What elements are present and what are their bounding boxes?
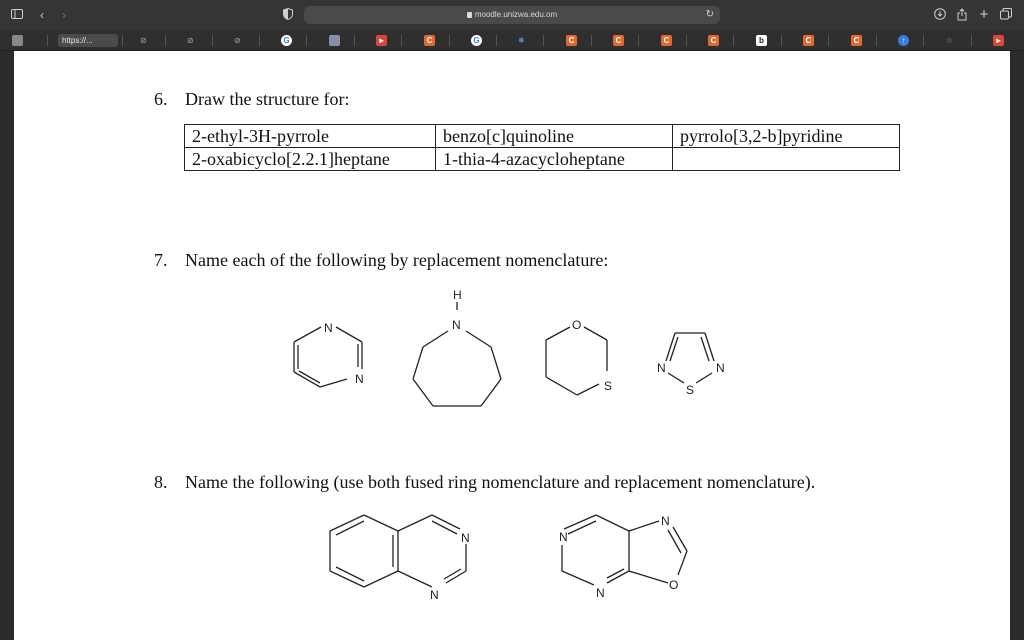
chegg-icon[interactable]: C xyxy=(708,35,719,46)
bookmark-label: https://... xyxy=(62,36,93,45)
table-cell: benzo[c]quinoline xyxy=(436,125,673,148)
sparkle-icon[interactable]: ✵ xyxy=(518,36,525,45)
lock-icon xyxy=(467,12,472,18)
sidebar-toggle-icon[interactable] xyxy=(10,8,24,22)
chegg-icon[interactable]: C xyxy=(803,35,814,46)
question-number: 8. xyxy=(154,472,168,492)
atom-label: N xyxy=(452,318,461,332)
atom-label: N xyxy=(355,372,364,386)
table-row xyxy=(185,125,900,148)
document-page xyxy=(14,51,1010,640)
bookmarks-bar xyxy=(0,31,1024,51)
upload-icon[interactable]: ↑ xyxy=(898,35,909,46)
atom-label: N xyxy=(430,588,439,602)
question-number: 7. xyxy=(154,250,168,270)
chegg-icon[interactable]: C xyxy=(424,35,435,46)
privacy-shield-icon[interactable] xyxy=(282,8,294,22)
compass-icon[interactable]: ⊘ xyxy=(140,36,147,45)
question-text: Name each of the following by replacement nomenclature: xyxy=(185,250,609,270)
thiadiazole-structure xyxy=(650,321,730,401)
atom-label: S xyxy=(686,383,695,397)
forward-icon[interactable]: › xyxy=(62,8,66,22)
star-icon[interactable]: ☆ xyxy=(946,36,954,45)
chegg-icon[interactable]: C xyxy=(851,35,862,46)
shield-icon[interactable] xyxy=(329,35,340,46)
compass-icon[interactable]: ⊘ xyxy=(187,36,194,45)
question-text: Draw the structure for: xyxy=(185,89,350,109)
back-icon[interactable]: ‹ xyxy=(40,8,44,22)
atom-label: N xyxy=(596,586,605,600)
youtube-icon[interactable]: ▸ xyxy=(376,35,387,46)
table-cell: 2-ethyl-3H-pyrrole xyxy=(185,125,436,148)
atom-label: N xyxy=(661,514,670,528)
bookmark-icon[interactable] xyxy=(12,35,23,46)
question-text: Name the following (use both fused ring nomenclature and replacement nomenclature). xyxy=(185,472,816,492)
atom-label: O xyxy=(669,578,679,592)
google-icon[interactable]: G xyxy=(471,35,482,46)
oxazolopyrimidine-structure xyxy=(544,509,694,609)
oxathiane-structure xyxy=(534,313,624,409)
chegg-icon[interactable]: C xyxy=(661,35,672,46)
tab-overview-icon[interactable] xyxy=(999,8,1013,22)
table-cell xyxy=(673,148,900,171)
atom-label: N xyxy=(559,530,568,544)
browser-toolbar xyxy=(0,0,1024,31)
table-row xyxy=(185,148,900,171)
google-icon[interactable]: G xyxy=(281,35,292,46)
atom-label: N xyxy=(716,361,725,375)
atom-label: S xyxy=(604,379,613,393)
table-cell: 2-oxabicyclo[2.2.1]heptane xyxy=(185,148,436,171)
table-cell: pyrrolo[3,2-b]pyridine xyxy=(673,125,900,148)
atom-label: O xyxy=(572,318,582,332)
table-cell: 1-thia-4-azacycloheptane xyxy=(436,148,673,171)
compass-icon[interactable]: ⊘ xyxy=(234,36,241,45)
bookmark-b-icon[interactable]: b xyxy=(756,35,767,46)
atom-label: N xyxy=(324,321,333,335)
quinazoline-structure xyxy=(324,509,484,609)
question-number: 6. xyxy=(154,89,168,109)
pyrimidine-structure xyxy=(284,319,394,399)
new-tab-icon[interactable]: + xyxy=(979,6,989,23)
address-bar[interactable] xyxy=(304,6,720,24)
url-text: moodle.unizwa.edu.om xyxy=(474,10,558,19)
downloads-icon[interactable] xyxy=(933,8,947,22)
atom-label: N xyxy=(461,531,470,545)
bookmark-https[interactable] xyxy=(58,34,118,47)
chegg-icon[interactable]: C xyxy=(613,35,624,46)
atom-label: H xyxy=(453,288,462,302)
atom-label: N xyxy=(657,361,666,375)
chegg-icon[interactable]: C xyxy=(566,35,577,46)
share-icon[interactable] xyxy=(955,8,969,22)
compound-names-table xyxy=(184,124,900,171)
azepane-structure xyxy=(402,285,512,415)
reload-icon[interactable]: ↻ xyxy=(705,9,714,20)
youtube-icon[interactable]: ▸ xyxy=(993,35,1004,46)
